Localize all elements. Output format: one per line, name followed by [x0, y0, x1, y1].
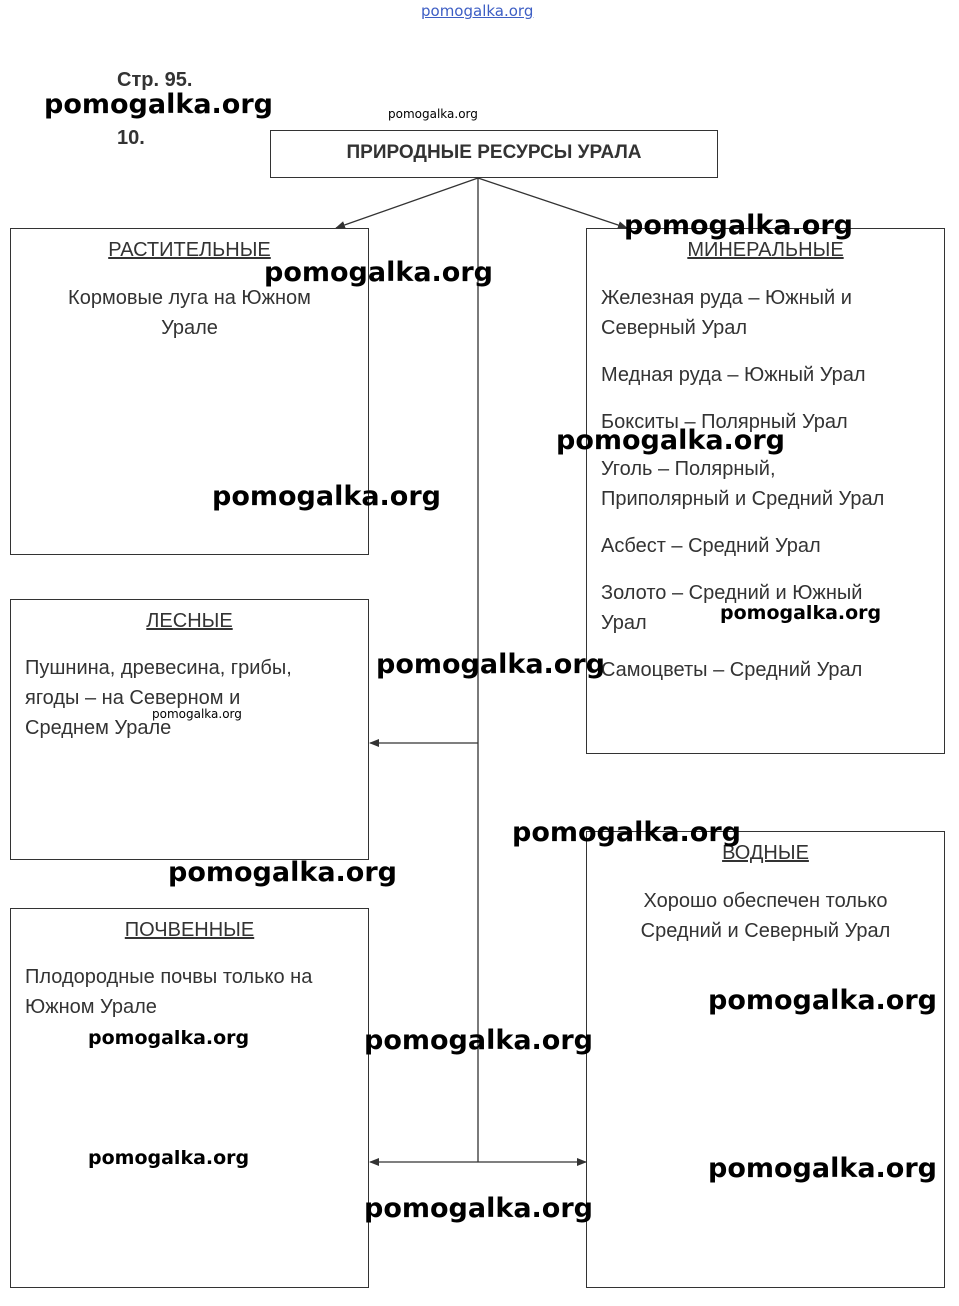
box-forest-line: ягоды – на Северном и: [25, 687, 241, 709]
mineral-item-line: Медная руда – Южный Урал: [601, 364, 866, 386]
mineral-item-line: Бокситы – Полярный Урал: [601, 411, 848, 433]
watermark: pomogalka.org: [708, 1153, 937, 1184]
arrow-to-plant: [336, 178, 478, 228]
watermark: pomogalka.org: [364, 1193, 593, 1224]
diagram-title: ПРИРОДНЫЕ РЕСУРСЫ УРАЛА: [346, 142, 642, 163]
box-water-line: Средний и Северный Урал: [640, 920, 891, 942]
box-plant-title: РАСТИТЕЛЬНЫЕ: [108, 239, 271, 261]
watermark: pomogalka.org: [364, 1025, 593, 1056]
page-number: Стр. 95.: [117, 69, 193, 91]
box-plant-line: Кормовые луга на Южном: [68, 287, 311, 309]
arrow-to-mineral: [478, 178, 627, 228]
watermark: pomogalka.org: [512, 817, 741, 848]
mineral-item-line: Северный Урал: [601, 317, 748, 339]
watermark: pomogalka.org: [88, 1027, 250, 1049]
box-water-line: Хорошо обеспечен только: [643, 890, 888, 912]
mineral-item-line: Приполярный и Средний Урал: [601, 488, 885, 510]
mineral-item-line: Самоцветы – Средний Урал: [601, 659, 863, 681]
mineral-item-line: Асбест – Средний Урал: [601, 535, 821, 557]
mineral-item-line: Золото – Средний и Южный: [601, 582, 863, 604]
mineral-item-line: Уголь – Полярный,: [601, 458, 776, 480]
watermark: pomogalka.org: [212, 481, 441, 512]
box-forest-line: Среднем Урале: [25, 717, 172, 739]
watermark: pomogalka.org: [152, 707, 242, 721]
box-soil-title: ПОЧВЕННЫЕ: [124, 919, 255, 941]
box-forest-line: Пушнина, древесина, грибы,: [25, 657, 292, 679]
box-soil-line: Южном Урале: [25, 996, 157, 1018]
box-plant-line: Урале: [161, 317, 218, 339]
watermark: pomogalka.org: [708, 985, 937, 1016]
task-number: 10.: [117, 127, 145, 149]
box-soil-line: Плодородные почвы только на: [25, 966, 313, 988]
box-water-title: ВОДНЫЕ: [722, 842, 809, 864]
mineral-item-line: Урал: [601, 612, 647, 634]
watermark: pomogalka.org: [388, 107, 478, 121]
watermark: pomogalka.org: [44, 89, 273, 120]
box-mineral-title: МИНЕРАЛЬНЫЕ: [687, 239, 844, 261]
watermark: pomogalka.org: [264, 257, 493, 288]
mineral-item-line: Железная руда – Южный и: [601, 287, 852, 309]
watermark: pomogalka.org: [88, 1147, 250, 1169]
watermark: pomogalka.org: [720, 602, 882, 624]
watermark: pomogalka.org: [376, 649, 605, 680]
box-forest-title: ЛЕСНЫЕ: [146, 610, 233, 632]
top-watermark-link[interactable]: pomogalka.org: [421, 2, 534, 20]
watermark: pomogalka.org: [556, 425, 785, 456]
watermark: pomogalka.org: [624, 210, 853, 241]
watermark: pomogalka.org: [168, 857, 397, 888]
